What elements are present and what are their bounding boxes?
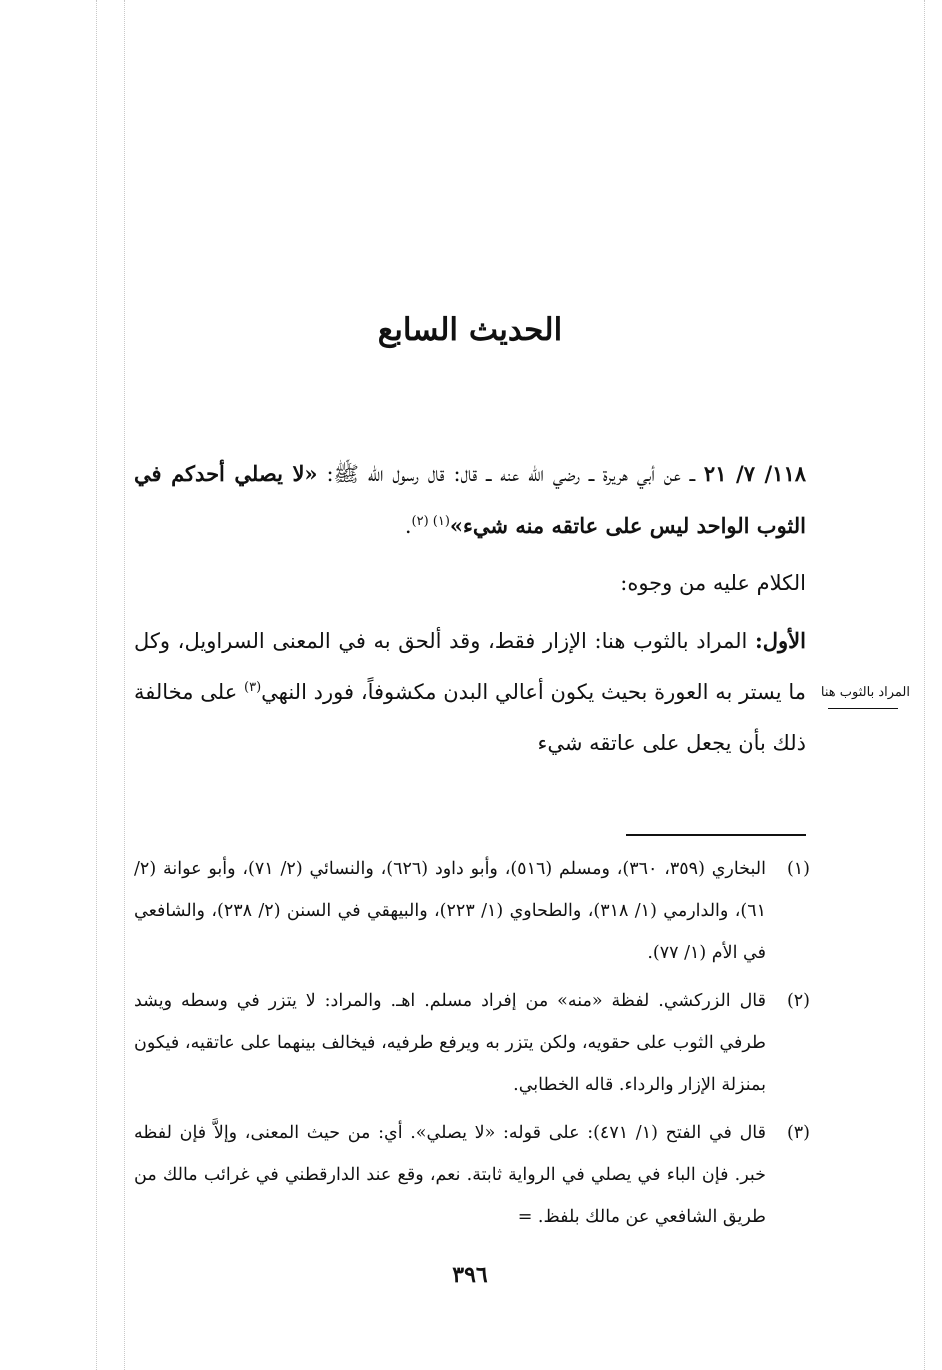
margin-note [814,682,910,709]
footnote-separator [626,834,806,836]
footnote-number: (٢) [786,991,810,1011]
footnote-number: (١) [786,859,810,879]
hadith-quote: «لا يصلي أحدكم في الثوب الواحد ليس على عاتقه منه شيء» [134,461,806,538]
margin-note-text: المراد بالثوب هنا [820,685,910,700]
footnotes [134,848,810,1244]
hadith-paragraph [134,448,806,552]
first-point-text: المراد بالثوب هنا: الإزار فقط، وقد ألحق به في المعنى السراويل، وكل ما يستر به العورة بحيث يكون أعالي البدن مكشوفاً، فورد النهي [134,629,806,704]
footnote-item [134,848,810,974]
scan-dotted-line [96,0,97,1370]
intro-line: الكلام عليه من وجوه: [620,571,806,595]
footnote-text: قال الزركشي. لفظة «منه» من إفراد مسلم. اهـ. والمراد: لا يتزر في وسطه ويشد طرفي الثوب على حقويه، ولكن يتزر به ويرفع طرفيه، فيخالف بينهما على عاتقيه، فيكون بمنزلة الإزار والرداء. قاله الخطابي. [134,991,766,1095]
footnote-item [134,1112,810,1238]
chapter-title: الحديث السابع [377,312,563,348]
hadith-narration: ــ عن أبي هريرة ــ رضي الله عنه ــ قال: قال [427,462,704,486]
footnote-item [134,980,810,1106]
footnote-number: (٣) [786,1123,810,1143]
hadith-number: ١١٨/ ٧/ ٢١ [703,461,807,486]
hadith-end: . [404,514,412,538]
main-text [134,448,806,769]
footnote-text: البخاري (٣٥٩، ٣٦٠)، ومسلم (٥١٦)، وأبو داود (٦٢٦)، والنسائي (٢/ ٧١)، وأبو عوانة (٢/ ٦١)، والدارمي (١/ ٣١٨)، والطحاوي (١/ ٢٢٣)، والبيهقي في السنن (٢/ ٢٣٨)، والشافعي في الأم (١/ ٧٧). [134,859,766,963]
first-point-paragraph [134,615,806,769]
scan-dotted-line [924,0,925,1370]
hadith-attribution: رسول الله ﷺ: [317,462,419,486]
margin-note-underline [828,704,898,709]
footnote-ref-3: (٣) [244,680,262,695]
footnote-refs: (١) (٢) [411,514,450,529]
page-number: ٣٩٦ [452,1262,488,1288]
footnote-text: قال في الفتح (١/ ٤٧١): على قوله: «لا يصلي». أي: من حيث المعنى، وإلاَّ فإن لفظه خبر. فإن الباء في يصلي في الرواية ثابتة. نعم، وقع عند الدارقطني في غرائب مالك من طريق الشافعي عن مالك بلفظ. = [134,1123,766,1227]
scan-dotted-line [124,0,125,1370]
first-point-continuation: على مخالفة ذلك بأن يجعل على عاتقه شيء [134,680,806,755]
first-point-lead: الأول: [755,628,806,653]
